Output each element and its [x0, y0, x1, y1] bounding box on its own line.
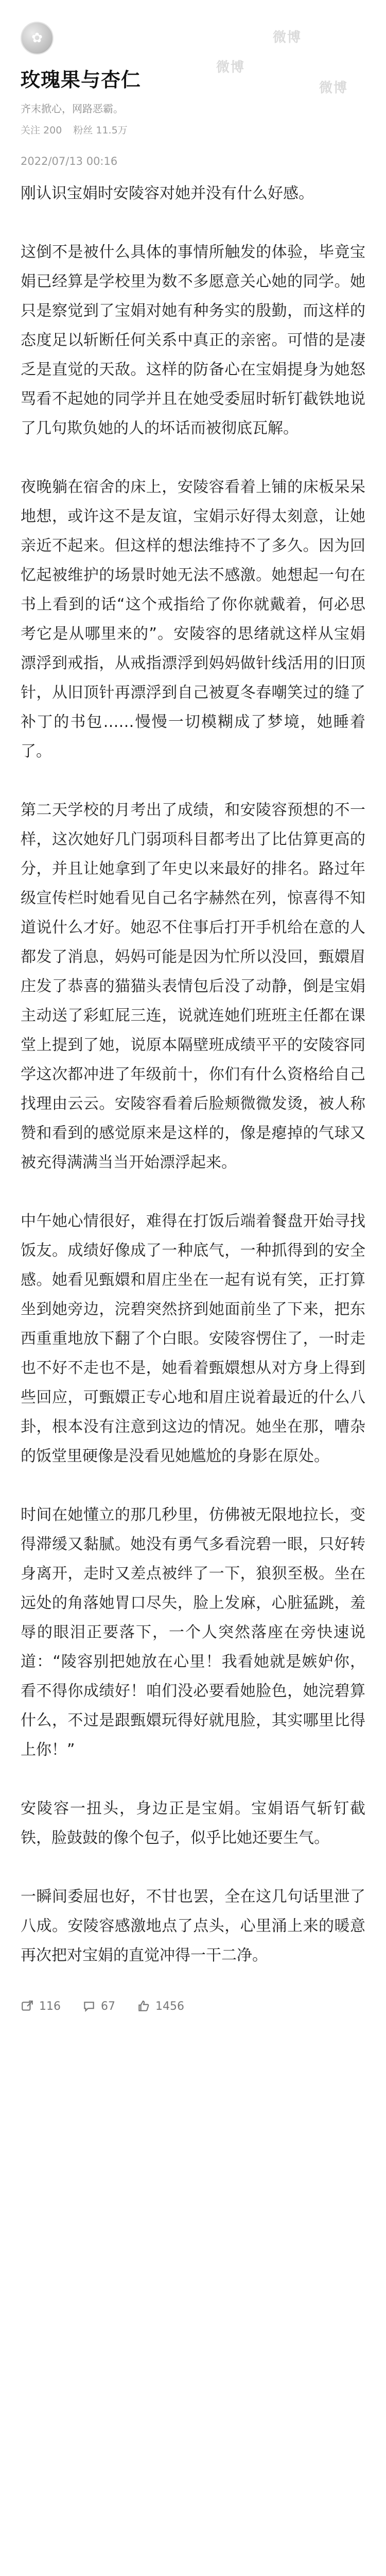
comment-icon	[82, 1999, 96, 2013]
post-action-bar	[0, 1986, 386, 2027]
post-paragraph: 这倒不是被什么具体的事情所触发的体验，毕竟宝娟已经算是学校里为数不多愿意关心她的同学。她只是察觉到了宝娟对她有种务实的殷勤，而这样的态度足以斩断任何关系中真正的亲密。可惜的是凄乏是直觉的天敌。这样的防备心在宝娟提身为她怒骂看不起她的同学并且在她受委屈时斩钉截铁地说了几句欺负她的人的坏话而被彻底瓦解。	[21, 243, 365, 437]
watermark: 微博	[216, 60, 245, 75]
share-icon	[21, 1999, 34, 2013]
comment-button[interactable]	[82, 1999, 115, 2013]
watermark: 微博	[319, 80, 348, 96]
share-button[interactable]	[21, 1999, 61, 2013]
post-paragraph: 时间在她懂立的那几秒里，仿佛被无限地拉长，变得滞缓又黏腻。她没有勇气多看浣碧一眼，只好转身离开，走时又差点被绊了一下，狼狈至极。坐在远处的角落她胃口尽失，脸上发麻，心脏猛跳，羞辱的眼泪正要落下，一个人突然落座在旁快速说道：“陵容别把她放在心里！我看她就是嫉妒你，看不得你成绩好！咱们没必要看她脸色，她浣碧算什么，不过是跟甄嬛玩得好就甩脸，其实哪里比得上你！”	[21, 1506, 365, 1759]
post-paragraph: 第二天学校的月考出了成绩，和安陵容预想的不一样，这次她好几门弱项科目都考出了比估算更高的分，并且让她拿到了年史以来最好的排名。路过年级宣传栏时她看见自己名字赫然在列，惊喜得不知道说什么才好。她忍不住事后打开手机给在意的人都发了消息，妈妈可能是因为忙所以没回，甄嬛眉庄发了恭喜的猫猫头表情包后没了动静，倒是宝娟主动送了彩虹屁三连，说就连她们班班主任都在课堂上提到了她，说原本隔壁班成绩平平的安陵容同学这次都冲进了年级前十，你们有什么资格给自己找理由云云。安陵容看着后脸颊微微发烫，被人称赞和看到的感觉原来是这样的，像是瘪掉的气球又被充得满满当当开始漂浮起来。	[21, 801, 365, 1172]
post-paragraph: 一瞬间委屈也好，不甘也罢，全在这几句话里泄了八成。安陵容感激地点了点头，心里涌上来的暖意再次把对宝娟的直觉冲得一干二净。	[21, 1888, 365, 1964]
following-count[interactable]: 关注 200	[21, 125, 62, 136]
user-bio: 齐末掀心，网路恶霸。	[21, 103, 124, 115]
post-paragraph: 中午她心情很好，难得在打饭后端着餐盘开始寻找饭友。成绩好像成了一种底气，一种抓得到的安全感。她看见甄嬛和眉庄坐在一起有说有笑，正打算坐到她旁边，浣碧突然挤到她面前坐了下来，把东西重重地放下翻了个白眼。安陵容愣住了，一时走也不好不走也不是，她看着甄嬛想从对方身上得到些回应，可甄嬛正专心地和眉庄说着最近的什么八卦，根本没有注意到这边的情况。她坐在那，嘈杂的饭堂里硬像是没看见她尴尬的身影在原处。	[21, 1212, 365, 1465]
post-paragraph: 刚认识宝娟时安陵容对她并没有什么好感。	[21, 184, 314, 202]
thumbs-up-icon	[137, 1999, 150, 2013]
comment-count: 67	[101, 1999, 115, 2013]
watermark: 微博	[273, 30, 302, 45]
user-stats	[21, 123, 365, 137]
avatar-flower-icon: ✿	[31, 30, 43, 46]
avatar[interactable]	[21, 22, 54, 55]
like-count: 1456	[155, 1999, 184, 2013]
username[interactable]: 玫瑰果与杏仁	[21, 69, 142, 91]
profile-header	[0, 0, 386, 137]
post-paragraph: 安陵容一扭头，身边正是宝娟。宝娟语气斩钉截铁，脸鼓鼓的像个包子，似乎比她还要生气。	[21, 1800, 365, 1847]
post-content	[0, 167, 386, 1970]
share-count: 116	[39, 1999, 61, 2013]
followers-count[interactable]: 粉丝 11.5万	[73, 125, 128, 136]
like-button[interactable]	[137, 1999, 184, 2013]
post-date: 2022/07/13 00:16	[21, 155, 118, 167]
post-paragraph: 夜晚躺在宿舍的床上，安陵容看着上铺的床板呆呆地想，或许这不是友谊，宝娟示好得太刻意，让她亲近不起来。但这样的想法维持不了多久。因为回忆起被维护的场景时她无法不感激。她想起一句在书上看到的话“这个戒指给了你你就戴着，何必思考它是从哪里来的”。安陵容的思绪就这样从宝娟漂浮到戒指，从戒指漂浮到妈妈做针线活用的旧顶针，从旧顶针再漂浮到自己被夏冬春嘲笑过的缝了补丁的书包……慢慢一切模糊成了梦境，她睡着了。	[21, 478, 365, 760]
